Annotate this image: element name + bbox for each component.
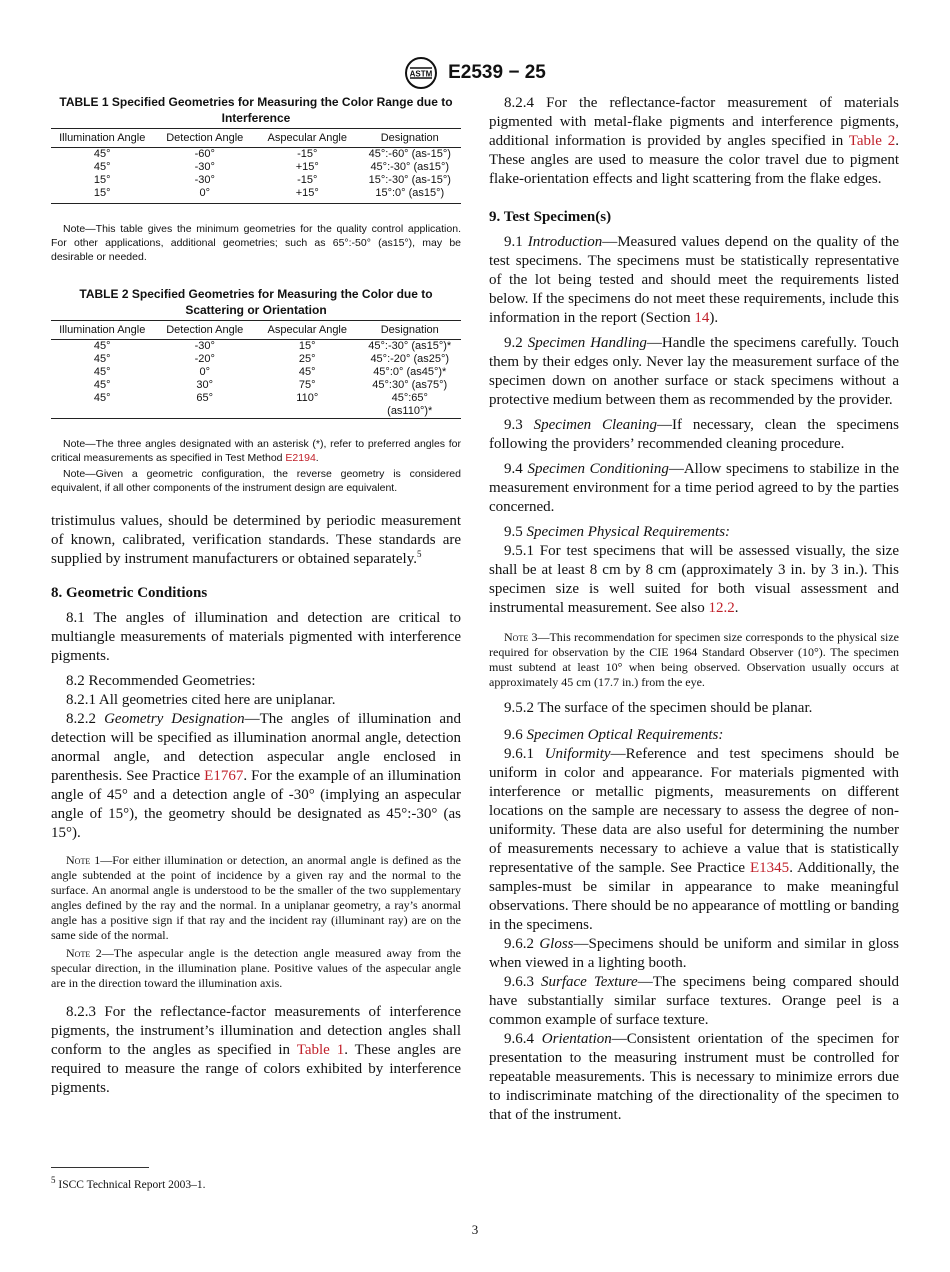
table-cell: 15° [51,187,154,204]
para-title: Specimen Handling [527,335,647,351]
table-row [51,340,461,354]
footnote-text: ISCC Technical Report 2003–1. [55,1179,206,1191]
paragraph-8-1: 8.1 The angles of illumination and detection are critical to multiangle measurements of materials pigmented with interference pigments. [51,610,461,664]
paragraph-9-6 [489,726,899,745]
table-cell: -15° [297,148,318,160]
paragraph-9-6-1 [489,745,899,935]
paragraph-9-6-2 [489,935,899,973]
footnote-number: 5 [51,1175,56,1186]
para-text: —If necessary, clean the specimens following the providers’ recommended cleaning procedure. [489,417,899,452]
para-num: 9.6.1 [504,746,545,762]
note-label: Note [66,853,91,867]
paragraph-9-4 [489,460,899,517]
note-text: 2—The aspecular angle is the detection angle measured away from the specular direction, in the illumination plane. Positive values of the aspecular angle are in the direction toward the illumination axis. [51,946,461,990]
table-cell: -15° [297,174,318,186]
table-cell: 45° [93,379,111,391]
table-row [51,174,461,187]
para-text: . Additionally, the samples-must be similar in appearance to make meaningful observations. There should be no appearance of mottling or banding in the specimens. [489,860,899,933]
table-cell: -30° [194,174,215,186]
para-text: —Allow specimens to stabilize in the measurement environment for a time period agreed to by the parties concerned. [489,461,900,515]
table-cell: 30° [196,379,214,391]
table-row [51,353,461,366]
table-cell: 45°:-60° (as-15°) [368,148,451,160]
table-cell: 45°:-20° (as25°) [370,353,450,365]
paragraph-9-5-1 [489,542,899,618]
table-row [51,392,461,419]
table-row [51,148,461,162]
para-title: Gloss [539,936,574,952]
table-cell: 45° [298,366,316,378]
paragraph-8-2: 8.2 Recommended Geometries: [66,673,256,689]
right-column [489,94,899,1125]
para-text: —The angles of illumination and detection will be specified as illumination anormal angle, detection anormal angle, and detection aspecular angle enclosed in parenthesis. See Practice [51,711,462,784]
para-num: 9.3 [504,417,534,433]
table-cell: 75° [298,379,316,391]
note-text: 1—For either illumination or detection, an anormal angle is defined as the angle subtended at the point of incidence by a given ray and the normal to the surface. An anormal angle is understood to be the smaller of the two supplementary angles defined by the ray and the normal. In a uniplanar geometry, a ray’s anormal angle has a positive sign if that ray and the incident ray (illuminant ray) are on the same side of the normal. [51,853,461,942]
footnote-ref: 5 [417,549,422,559]
svg-text:ASTM: ASTM [409,69,433,79]
table1-header: Designation [359,129,462,148]
table-cell: -30° [194,340,215,352]
table1-note: Note—This table gives the minimum geometries for the quality control application. For other applications, additional geometries; such as 65°:-50° (as15°), may be desirable or needed. [51,223,461,263]
table-cell: -60° [194,148,215,160]
para-title: Surface Texture [541,974,638,990]
table-cell: +15° [256,187,359,204]
table-row [51,161,461,174]
table2-header: Designation [359,321,462,340]
left-column [51,94,461,1098]
para-text: 8.2.4 For the reflectance-factor measurement of materials pigmented with metal-flake pigments and interference pigments, additional information is provided by angles specified in [489,95,899,149]
paragraph-9-5 [489,523,899,542]
note-2 [51,946,461,991]
table-cell: 45°:65° (as110°)* [359,392,462,419]
link-table-2[interactable]: Table 2 [848,133,896,149]
para-text: —Measured values depend on the quality of the test specimens. The specimens must be statistically representative of the lot being tested and should meet the requirements listed below. If the specimens do not meet these requirements, include this information in the report (Section [489,234,899,326]
para-title: Orientation [541,1031,612,1047]
paragraph-text: tristimulus values, should be determined by periodic measurement of known, calibrated, verification standards. These standards are supplied by instrument manufacturers or obtained separately. [51,513,461,567]
para-num: 9.6.2 [504,936,540,952]
paragraph-9-5-2: 9.5.2 The surface of the specimen should be planar. [504,700,813,716]
table-cell: 45°:-30° (as15°)* [368,340,452,352]
paragraph-9-3 [489,416,899,454]
para-text: —Reference and test specimens should be uniform in color and appearance. For materials pigmented with interference or metallic pigments, measurements on different locations on the sample are necessary to assess the degree of non-uniformity. These data are also useful for determining the number of measurements necessary to achieve a value that is statistically representative of the sample. See Practice [489,746,900,876]
paragraph-8-2-4 [489,94,899,189]
footnote-divider [51,1167,149,1168]
table2 [51,320,461,419]
table1-caption: TABLE 1 Specified Geometries for Measuring the Color Range due to Interference [59,95,453,125]
page-header [0,56,950,90]
para-num: 9.1 [504,234,528,250]
paragraph-8-2-3 [51,1003,461,1098]
table-cell: 45° [93,353,111,365]
table-cell: +15° [295,161,319,173]
table-cell: 15°:-30° (as-15°) [368,174,451,186]
table1-header: Aspecular Angle [256,129,359,148]
para-title: Specimen Optical Requirements: [526,727,724,743]
para-text: . These angles are required to measure the range of colors exhibited by interference pigments. [51,1042,461,1096]
astm-logo-icon [404,56,438,90]
para-title: Introduction [527,234,603,250]
table-cell: 15°:0° (as15°) [359,187,462,204]
table-cell: 25° [298,353,316,365]
table-cell: 15° [298,340,316,352]
table-cell: 45°:0° (as45°)* [373,366,447,378]
link-table-1[interactable]: Table 1 [296,1042,345,1058]
paragraph-8-2-2 [51,710,461,843]
note-1 [51,853,461,943]
table-row [51,366,461,379]
para-text: . These angles are used to measure the color travel due to pigment flake-orientation effects and light scattering from the flake edges. [489,133,899,187]
para-title: Specimen Physical Requirements: [526,524,731,540]
paragraph-8-2-1: 8.2.1 All geometries cited here are uniplanar. [66,692,336,708]
paragraph-9-6-4 [489,1030,899,1125]
para-text: . [734,600,739,616]
para-title: Specimen Conditioning [527,461,669,477]
footnote [51,1175,206,1192]
para-text: 9.5.1 For test specimens that will be assessed visually, the size shall be at least 8 cm by 8 cm (approximately 3 in. by 3 in.). This specimen size is well suited for both visual assessment and instrumental measurement. See also [489,543,899,616]
table1 [51,128,461,204]
table-cell: 45° [93,366,111,378]
page-number: 3 [471,1222,479,1237]
table-cell: 45°:30° (as75°) [372,379,448,391]
table-cell: 45° [51,392,154,419]
table-row [51,187,461,204]
table2-header: Aspecular Angle [256,321,359,340]
para-text: ). [709,310,719,326]
note-label: Note [66,946,91,960]
para-title: Specimen Cleaning [533,417,657,433]
table2-header: Detection Angle [154,321,257,340]
para-num: 9.4 [504,461,528,477]
para-text: —Handle the specimens carefully. Touch them by their edges only. Never lay the measurement surface of the specimen down on another surface or stack specimens without a protective medium between them as recommended by the provider. [489,335,899,408]
para-text: —Consistent orientation of the specimen for presentation to the measuring instrument must be controlled for repeatable measurements. This is necessary to minimize errors due to indiscriminate matching of the directionality of the specimen to that of the instrument. [489,1031,900,1123]
document-id: E2539 − 25 [448,62,546,83]
table-cell: 15° [93,174,111,186]
table2-header: Illumination Angle [51,321,154,340]
table2-note-2: Note—Given a geometric configuration, the reverse geometry is considered equivalent, if all other components of the instrument design are equivalent. [51,468,461,494]
para-num: 8.2.2 [66,711,105,727]
table-cell: 65° [154,392,257,419]
section-8-heading: 8. Geometric Conditions [51,585,208,601]
table-row [51,379,461,392]
link-e1345[interactable]: E1345 [750,860,790,876]
para-text: —The specimens being compared should have substantially similar surface textures. Orange peel is a common example of surface texture. [489,974,899,1028]
table-cell: 45° [93,340,111,352]
table2-note-1 [51,437,461,465]
link-e1767[interactable]: E1767 [204,768,244,784]
paragraph-tristimulus [51,512,461,569]
note-label: Note [504,630,529,644]
table-cell: -20° [194,353,215,365]
note-text: Note—The three angles designated with an asterisk (*), refer to preferred angles for critical measurements as specified in Test Method [51,438,461,464]
para-text: 8.2.3 For the reflectance-factor measurements of interference pigments, the instrument’s illumination and detection angles shall conform to the angles as specified in [51,1004,461,1058]
link-12-2[interactable]: 12.2 [708,600,735,616]
para-text: —Specimens should be uniform and similar in gloss when viewed in a lighting booth. [489,936,899,971]
table-cell: 0° [199,366,211,378]
section-9-heading: 9. Test Specimen(s) [489,209,612,225]
paragraph-9-6-3 [489,973,899,1030]
note-3 [489,630,899,690]
table-cell: 110° [256,392,359,419]
note-text: . [315,452,319,464]
link-section-14[interactable]: 14 [694,310,710,326]
note-text: 3—This recommendation for specimen size corresponds to the physical size required for observation by the CIE 1964 Standard Observer (10°). The specimen must subtend at least 10° when being observed. Observation usually occurs at approximately 45 cm (17.7 in.) from the eye. [489,630,899,689]
para-num: 9.6 [504,727,527,743]
para-num: 9.6.4 [504,1031,542,1047]
para-title: Uniformity [544,746,611,762]
paragraph-9-1 [489,233,899,328]
table1-header: Illumination Angle [51,129,154,148]
table1-header: Detection Angle [154,129,257,148]
paragraph-9-2 [489,334,899,410]
table-cell: 45° [93,161,111,173]
table-cell: 0° [154,187,257,204]
para-text: . For the example of an illumination angle of 45° and a detection angle of -30° (implying an aspecular angle of 15°), the geometry should be designated as 45°:-30° (as 15°). [51,768,461,841]
link-e2194[interactable]: E2194 [285,452,316,464]
table-cell: 45° [93,148,111,160]
para-title: Geometry Designation [104,711,245,727]
para-num: 9.5 [504,524,527,540]
table2-caption: TABLE 2 Specified Geometries for Measuring the Color due to Scattering or Orientation [79,287,433,317]
para-num: 9.2 [504,335,528,351]
table-cell: 45°:-30° (as15°) [370,161,450,173]
table-cell: -30° [194,161,215,173]
para-num: 9.6.3 [504,974,541,990]
